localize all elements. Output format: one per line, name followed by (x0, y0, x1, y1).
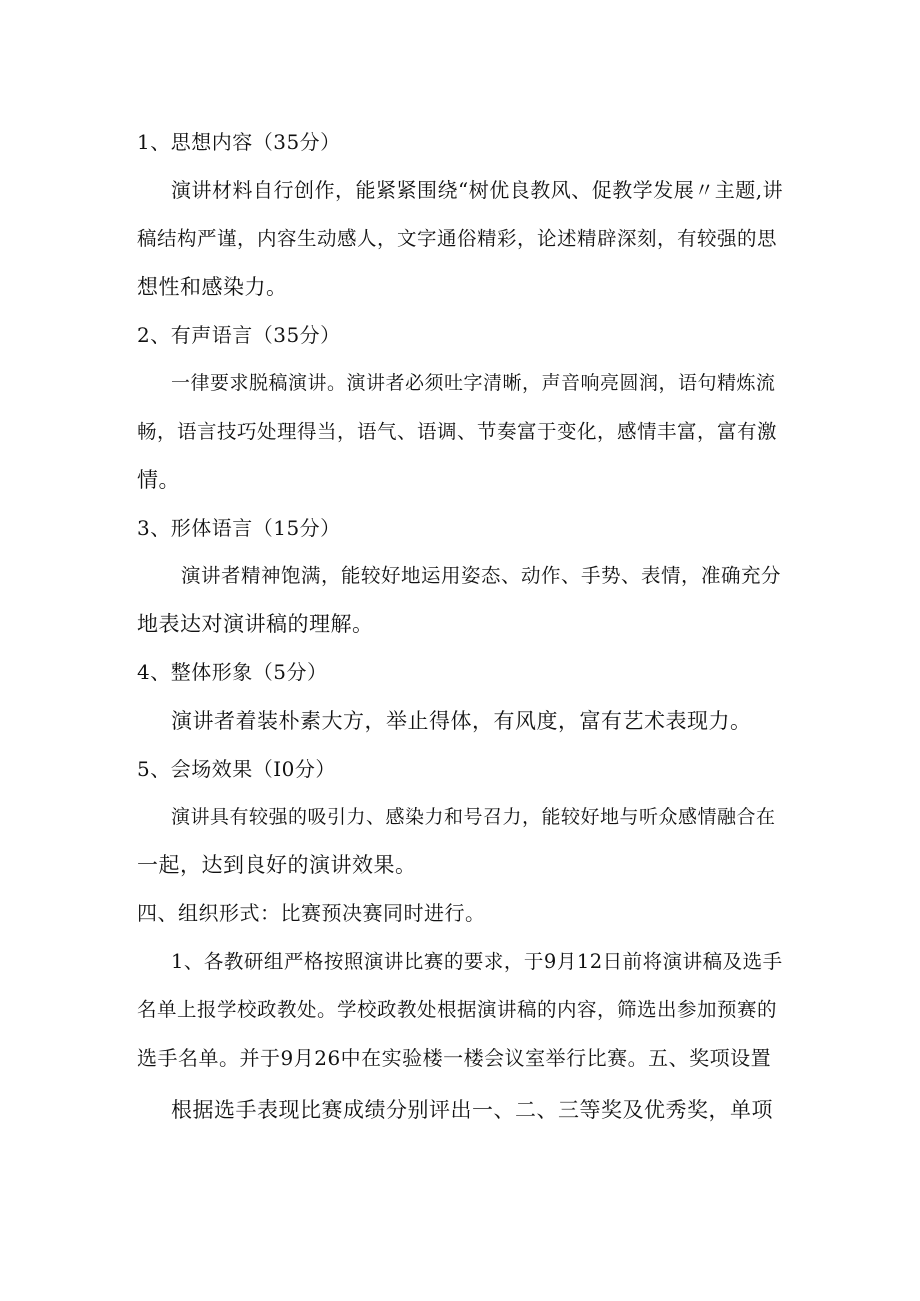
section-2-line-1: 一律要求脱稿演讲。演讲者必须吐字清晰，声音响亮圆润，语句精炼流 (171, 372, 776, 394)
section-1-line-2: 稿结构严谨，内容生动感人，文字通俗精彩，论述精辟深刻，有较强的思 (137, 227, 778, 250)
section-1-line-1: 演讲材料自行创作，能紧紧围绕“树优良教风、促教学发展〃主题,讲 (171, 178, 784, 202)
section-2-heading: 2、有声语言（35分） (137, 323, 341, 347)
section-1-line-3: 想性和感染力。 (137, 275, 288, 299)
section-3-line-2: 地表达对演讲稿的理解。 (137, 612, 374, 636)
part4-line-2: 名单上报学校政教处。学校政教处根据演讲稿的内容，筛选出参加预赛的 (137, 998, 778, 1021)
section-4-heading: 4、整体形象（5分） (137, 660, 328, 684)
section-3-line-1: 演讲者精神饱满，能较好地运用姿态、动作、手势、表情，准确充分 (181, 564, 782, 587)
section-3-heading: 3、形体语言（15分） (137, 516, 341, 540)
part4-line-3: 选手名单。并于9月26中在实验楼一楼会议室举行比赛。五、奖项设置 (137, 1046, 772, 1070)
section-5-heading: 5、会场效果（I0分） (137, 757, 336, 781)
section-2-line-2: 畅，语言技巧处理得当，语气、语调、节奏富于变化，感情丰富，富有激 (137, 420, 778, 443)
section-5-line-1: 演讲具有较强的吸引力、感染力和号召力，能较好地与听众感情融合在 (171, 806, 776, 828)
part4-heading: 四、组织形式：比赛预决赛同时进行。 (137, 901, 486, 925)
section-5-line-2: 一起，达到良好的演讲效果。 (137, 853, 417, 877)
section-4-line-1: 演讲者着装朴素大方，举止得体，有风度，富有艺术表现力。 (171, 709, 752, 733)
part5-line-1: 根据选手表现比赛成绩分别评出一、二、三等奖及优秀奖，单项 (171, 1098, 773, 1122)
section-1-heading: 1、思想内容（35分） (137, 130, 341, 154)
part4-line-1: 1、各教研组严格按照演讲比赛的要求，于9月12日前将演讲稿及选手 (171, 950, 783, 973)
section-2-line-3: 情。 (137, 468, 180, 492)
